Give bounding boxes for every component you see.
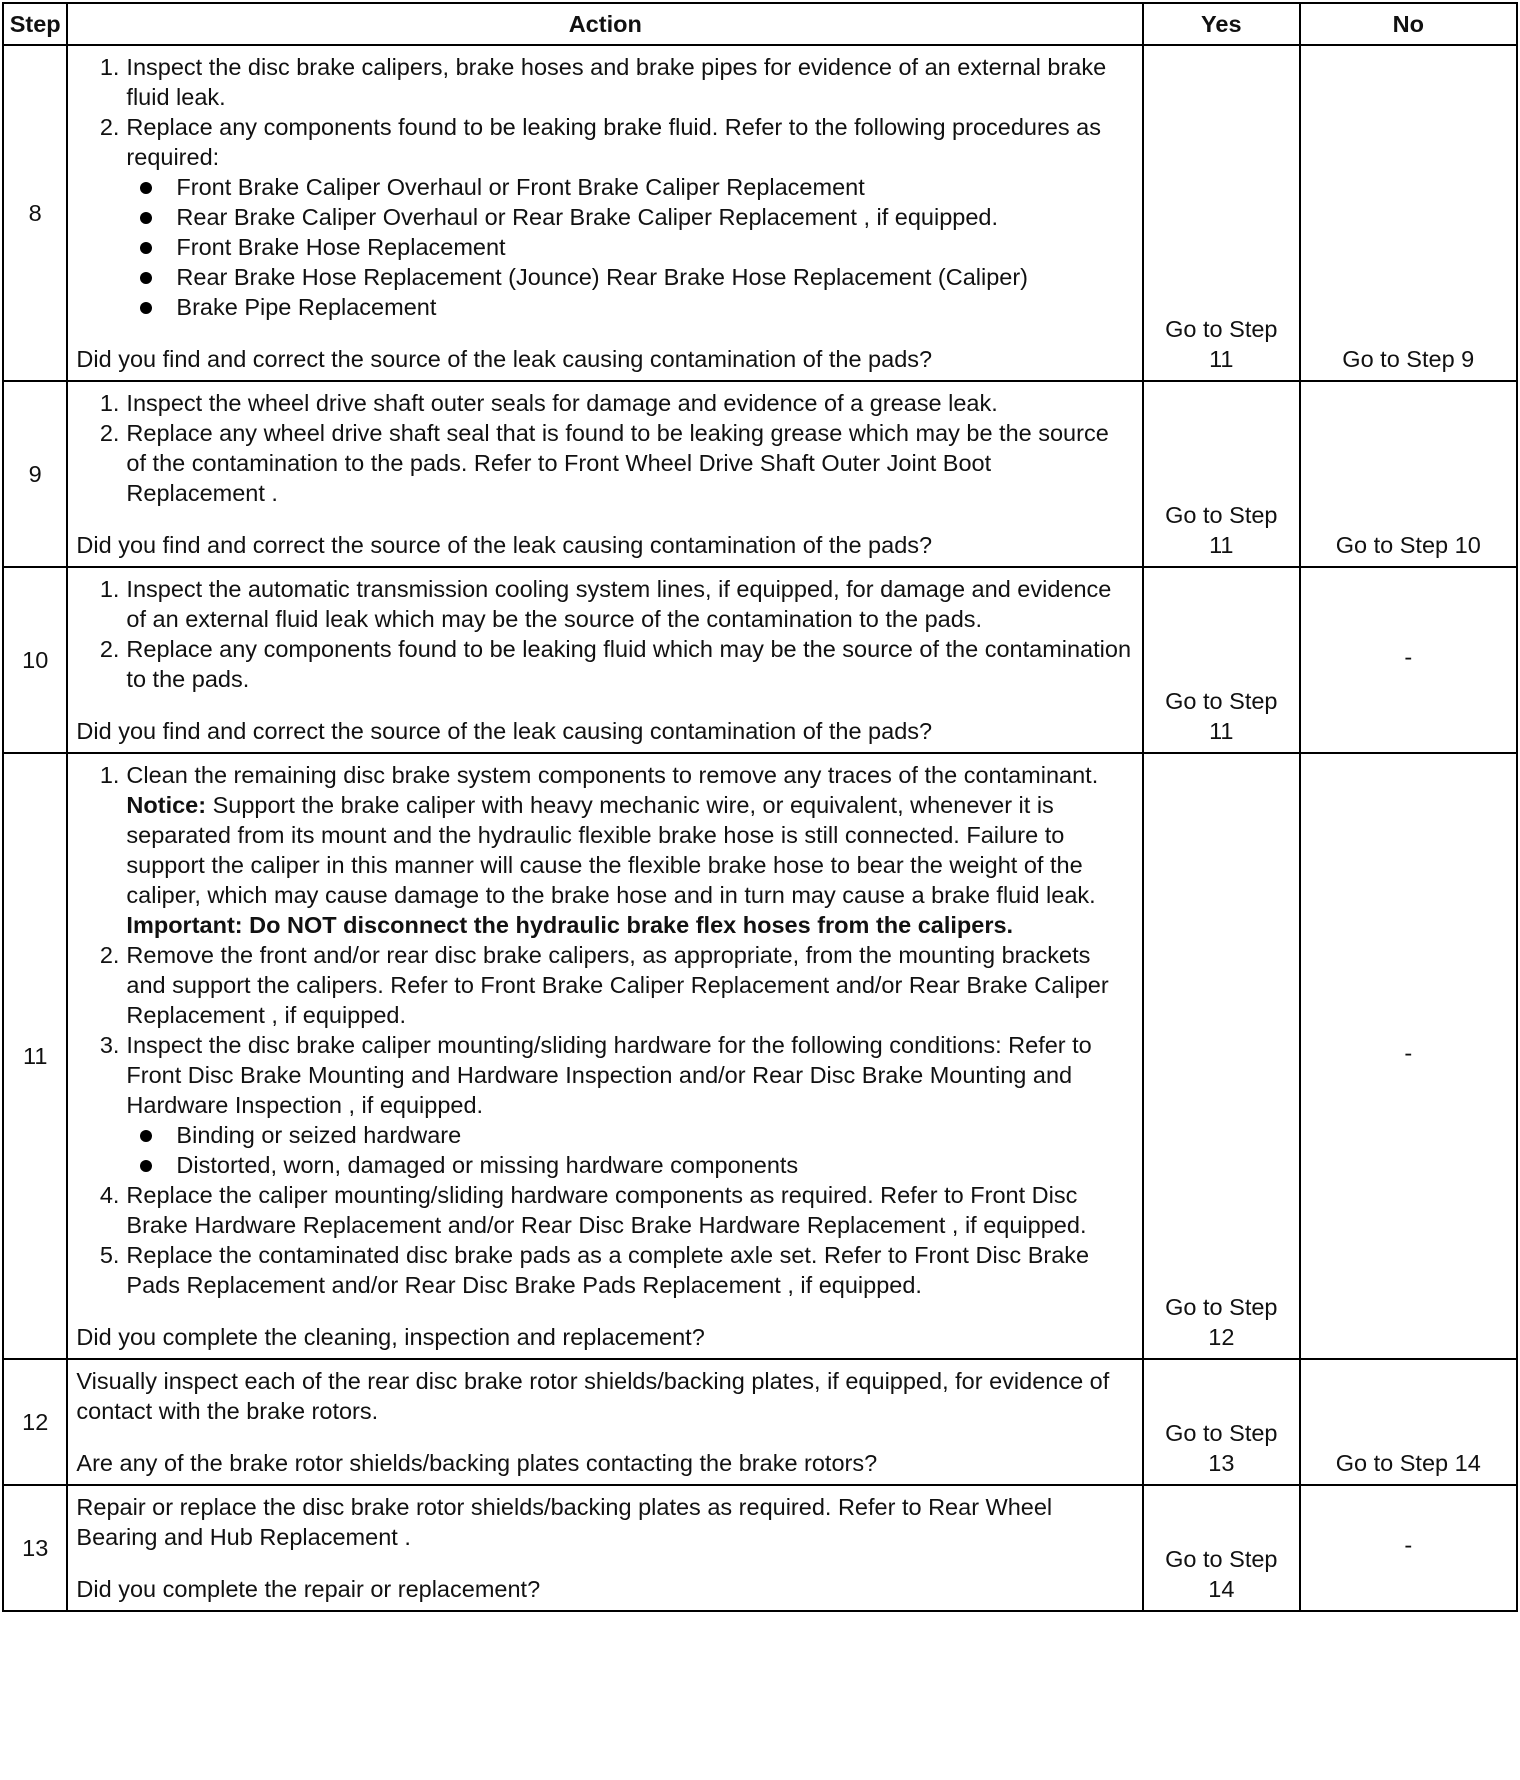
table-row [3,753,1517,1359]
item-text: Replace any components found to be leaking fluid which may be the source of the contamination to the pads. [126,636,1132,692]
bullet-text: Rear Brake Caliper Overhaul or Rear Brake Caliper Replacement , if equipped. [176,204,999,230]
list-item [99,52,1134,112]
no-cell: Go to Step 10 [1300,381,1517,567]
bullet-item [176,232,1134,262]
step-number: 12 [3,1359,67,1485]
yes-cell [1143,45,1299,381]
notice-text [126,790,1134,910]
yes-text: Go to Step [1165,316,1278,342]
header-yes: Yes [1143,3,1299,45]
item-number: 2. [99,114,120,140]
item-text: Replace the contaminated disc brake pads as a complete axle set. Refer to Front Disc Brake Pads Replacement and/or Rear Disc Brake Pads Replacement , if equipped. [126,1242,1090,1298]
yes-step: 13 [1208,1450,1235,1476]
list-item [99,634,1134,694]
header-row [3,3,1517,45]
bullet-list [126,1120,1134,1180]
notice-label: Notice: [126,792,207,818]
item-text: Inspect the wheel drive shaft outer seals for damage and evidence of a grease leak. [126,390,998,416]
item-number: 2. [99,636,120,662]
item-number: 1. [99,762,120,788]
bullet-text: Brake Pipe Replacement [176,294,437,320]
bullet-text: Rear Brake Hose Replacement (Jounce) Rear Brake Hose Replacement (Caliper) [176,264,1029,290]
bullet-icon [140,182,152,194]
question-text: Did you find and correct the source of the leak causing contamination of the pads? [76,532,933,558]
action-cell [67,753,1143,1359]
header-step: Step [3,3,67,45]
action-cell [67,45,1143,381]
question-text: Are any of the brake rotor shields/backing plates contacting the brake rotors? [76,1450,878,1476]
action-cell [67,381,1143,567]
item-text: Clean the remaining disc brake system components to remove any traces of the contaminant. [126,762,1099,788]
no-cell: - [1300,1485,1517,1611]
item-text: Replace any components found to be leaking brake fluid. Refer to the following procedures as required: [126,114,1101,170]
action-text: Visually inspect each of the rear disc brake rotor shields/backing plates, if equipped, for evidence of contact with the brake rotors. [76,1368,1110,1424]
no-cell: Go to Step 9 [1300,45,1517,381]
question-text: Did you find and correct the source of the leak causing contamination of the pads? [76,718,933,744]
bullet-icon [140,1130,152,1142]
bullet-text: Front Brake Hose Replacement [176,234,506,260]
item-number: 1. [99,576,120,602]
important-text [126,910,1134,940]
bullet-item [176,262,1134,292]
bullet-item [176,172,1134,202]
step-number: 10 [3,567,67,753]
yes-cell [1143,381,1299,567]
bullet-list [126,172,1134,322]
yes-text: Go to Step [1165,1546,1278,1572]
item-text: Inspect the disc brake caliper mounting/sliding hardware for the following conditions: Refer to Front Disc Brake Mounting and Hardware Inspection and/or Rear Disc Brake Mounting and Hardware Inspection , if equipped. [126,1032,1092,1118]
yes-cell [1143,1359,1299,1485]
bullet-item [176,1120,1134,1150]
question-text: Did you complete the repair or replacement? [76,1576,541,1602]
yes-text: Go to Step [1165,688,1278,714]
bullet-item [176,202,1134,232]
question-text: Did you find and correct the source of the leak causing contamination of the pads? [76,346,933,372]
step-number: 8 [3,45,67,381]
list-item [99,574,1134,634]
step-number: 13 [3,1485,67,1611]
bullet-text: Binding or seized hardware [176,1122,462,1148]
item-number: 1. [99,54,120,80]
item-number: 3. [99,1032,120,1058]
question-text: Did you complete the cleaning, inspection and replacement? [76,1324,705,1350]
header-action: Action [67,3,1143,45]
bullet-item [176,1150,1134,1180]
item-text: Replace the caliper mounting/sliding hardware components as required. Refer to Front Disc Brake Hardware Replacement and/or Rear Disc Brake Hardware Replacement , if equipped. [126,1182,1087,1238]
yes-cell [1143,753,1299,1359]
list-item [99,1030,1134,1180]
list-item [99,388,1134,418]
item-text: Replace any wheel drive shaft seal that is found to be leaking grease which may be the source of the contamination to the pads. Refer to Front Wheel Drive Shaft Outer Joint Boot Replacement . [126,420,1109,506]
table-row [3,1359,1517,1485]
bullet-icon [140,1160,152,1172]
yes-cell [1143,567,1299,753]
list-item [99,112,1134,322]
bullet-text: Distorted, worn, damaged or missing hardware components [176,1152,799,1178]
yes-text: Go to Step [1165,1294,1278,1320]
list-item [99,760,1134,940]
yes-step: 11 [1209,346,1234,372]
yes-text: Go to Step [1165,502,1278,528]
bullet-icon [140,272,152,284]
yes-step: 11 [1209,718,1234,744]
no-cell: - [1300,753,1517,1359]
yes-step: 12 [1208,1324,1235,1350]
item-text: Inspect the automatic transmission cooling system lines, if equipped, for damage and evidence of an external fluid leak which may be the source of the contamination to the pads. [126,576,1112,632]
header-no: No [1300,3,1517,45]
item-text: Inspect the disc brake calipers, brake hoses and brake pipes for evidence of an external brake fluid leak. [126,54,1107,110]
item-number: 2. [99,420,120,446]
item-number: 2. [99,942,120,968]
yes-step: 14 [1208,1576,1235,1602]
bullet-icon [140,212,152,224]
action-text: Repair or replace the disc brake rotor shields/backing plates as required. Refer to Rear Wheel Bearing and Hub Replacement . [76,1494,1053,1550]
table-row [3,381,1517,567]
action-cell [67,1359,1143,1485]
notice-body: Support the brake caliper with heavy mechanic wire, or equivalent, whenever it is separated from its mount and the hydraulic flexible brake hose is still connected. Failure to support the caliper in this manner will cause the flexible brake hose to bear the weight of the caliper, which may cause damage to the brake hose and in turn may cause a brake fluid leak. [126,792,1096,908]
no-cell: Go to Step 14 [1300,1359,1517,1485]
table-row [3,567,1517,753]
action-cell [67,1485,1143,1611]
diagnostic-table [2,2,1518,1612]
table-row [3,45,1517,381]
no-cell: - [1300,567,1517,753]
yes-text: Go to Step [1165,1420,1278,1446]
important-label: Important: Do NOT disconnect the hydraulic brake flex hoses from the calipers. [126,912,1014,938]
list-item [99,418,1134,508]
list-item [99,940,1134,1030]
action-cell [67,567,1143,753]
item-text: Remove the front and/or rear disc brake calipers, as appropriate, from the mounting brackets and support the calipers. Refer to Front Brake Caliper Replacement and/or Rear Brake Caliper Replacement , if equipped. [126,942,1109,1028]
bullet-icon [140,302,152,314]
list-item [99,1180,1134,1240]
step-number: 9 [3,381,67,567]
bullet-icon [140,242,152,254]
bullet-item [176,292,1134,322]
table-row [3,1485,1517,1611]
bullet-text: Front Brake Caliper Overhaul or Front Brake Caliper Replacement [176,174,865,200]
yes-step: 11 [1209,532,1234,558]
list-item [99,1240,1134,1300]
item-number: 1. [99,390,120,416]
yes-cell [1143,1485,1299,1611]
item-number: 5. [99,1242,120,1268]
item-number: 4. [99,1182,120,1208]
step-number: 11 [3,753,67,1359]
